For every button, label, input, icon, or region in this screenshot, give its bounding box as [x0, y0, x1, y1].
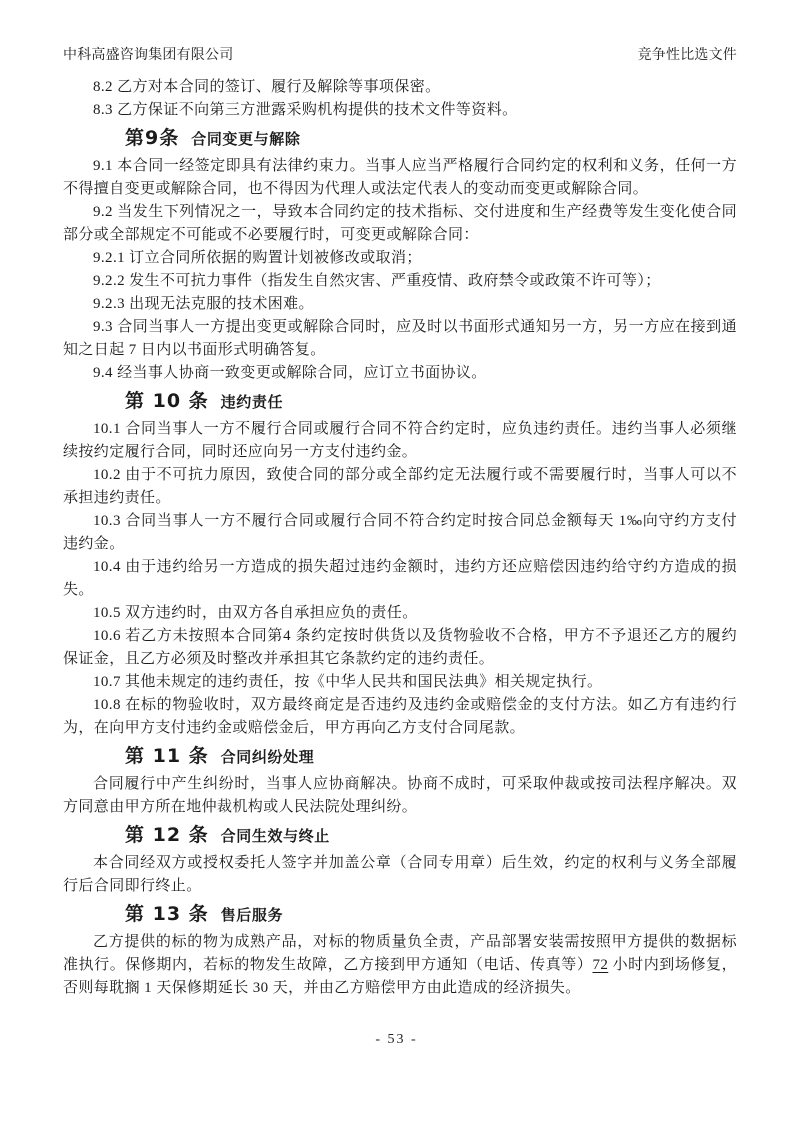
paragraph: 10.1 合同当事人一方不履行合同或履行合同不符合约定时，应负违约责任。违约当事人必须继续按约定履行合同，同时还应向另一方支付违约金。 — [63, 421, 737, 460]
paragraph: 10.6 若乙方未按照本合同第4 条约定按时供货以及货物验收不合格，甲方不予退还乙方的履约保证金，且乙方必须及时整改并承担其它条款约定的违约责任。 — [63, 628, 737, 667]
paragraph-text: 乙方提供的标的物为成熟产品，对标的物质量负全责，产品部署安装需按照甲方提供的数据标准执行。保修期内，若标的物发生故障，乙方接到甲方通知（电话、传真等） — [63, 934, 737, 973]
section-title: 合同变更与解除 — [191, 130, 301, 148]
paragraph: 10.4 由于违约给另一方造成的损失超过违约金额时，违约方还应赔偿因违约给守约方造成的损失。 — [63, 559, 737, 598]
paragraph: 9.1 本合同一经签定即具有法律约束力。当事人应当严格履行合同约定的权利和义务，任何一方不得擅自变更或解除合同，也不得因为代理人或法定代表人的变动而变更或解除合同。 — [63, 158, 737, 197]
paragraph: 本合同经双方或授权委托人签字并加盖公章（合同专用章）后生效，约定的权利与义务全部履行后合同即行终止。 — [63, 855, 737, 894]
section-heading — [63, 125, 737, 153]
document-body — [63, 76, 737, 1000]
section-number: 第 10 条 — [125, 390, 209, 412]
underlined-value: 72 — [592, 957, 609, 973]
page-footer — [0, 1032, 793, 1048]
section-number: 第 12 条 — [125, 824, 209, 846]
paragraph: 9.2.3 出现无法克服的技术困难。 — [93, 296, 314, 312]
section-heading — [63, 822, 737, 850]
section-heading — [63, 388, 737, 416]
section-title: 违约责任 — [220, 393, 284, 411]
paragraph — [63, 931, 737, 1000]
header-company-name: 中科高盛咨询集团有限公司 — [63, 47, 234, 63]
section-title: 合同纠纷处理 — [220, 748, 315, 766]
section-heading — [63, 743, 737, 771]
page-number: - 53 - — [375, 1032, 418, 1047]
section-title: 售后服务 — [220, 906, 284, 924]
paragraph: 10.7 其他未规定的违约责任，按《中华人民共和国民法典》相关规定执行。 — [93, 674, 603, 690]
paragraph: 9.4 经当事人协商一致变更或解除合同，应订立书面协议。 — [93, 365, 487, 381]
paragraph: 10.3 合同当事人一方不履行合同或履行合同不符合约定时按合同总金额每天 1‰向守约方支付违约金。 — [63, 513, 737, 552]
section-heading — [63, 901, 737, 929]
paragraph: 8.3 乙方保证不向第三方泄露采购机构提供的技术文件等资料。 — [93, 102, 518, 118]
paragraph: 合同履行中产生纠纷时，当事人应协商解决。协商不成时，可采取仲裁或按司法程序解决。双方同意由甲方所在地仲裁机构或人民法院处理纠纷。 — [63, 776, 737, 815]
paragraph: 9.2.2 发生不可抗力事件（指发生自然灾害、严重疫情、政府禁令或政策不许可等）； — [93, 273, 661, 289]
paragraph: 10.5 双方违约时，由双方各自承担应负的责任。 — [93, 605, 418, 621]
paragraph: 9.2.1 订立合同所依据的购置计划被修改或取消； — [93, 250, 422, 266]
paragraph: 9.2 当发生下列情况之一，导致本合同约定的技术指标、交付进度和生产经费等发生变化使合同部分或全部规定不可能或不必要履行时，可变更或解除合同： — [63, 204, 737, 243]
section-number: 第 11 条 — [125, 745, 209, 767]
paragraph: 10.2 由于不可抗力原因，致使合同的部分或全部约定无法履行或不需要履行时，当事人可以不承担违约责任。 — [63, 467, 737, 506]
section-number: 第 13 条 — [125, 903, 209, 925]
paragraph: 9.3 合同当事人一方提出变更或解除合同时，应及时以书面形式通知另一方，另一方应在接到通知之日起 7 日内以书面形式明确答复。 — [63, 319, 737, 358]
section-number: 第9条 — [125, 127, 180, 149]
section-title: 合同生效与终止 — [220, 827, 330, 845]
paragraph: 8.2 乙方对本合同的签订、履行及解除等事项保密。 — [93, 79, 441, 95]
header-doc-type: 竞争性比选文件 — [637, 47, 737, 63]
page-header — [63, 46, 737, 64]
paragraph: 10.8 在标的物验收时，双方最终商定是否违约及违约金或赔偿金的支付方法。如乙方有违约行为，在向甲方支付违约金或赔偿金后，甲方再向乙方支付合同尾款。 — [63, 697, 737, 736]
paragraph-text: 小时内到场修复，否则每耽搁 1 天保修期延长 30 天，并由乙方赔偿甲方由此造成的经济损失。 — [63, 957, 737, 996]
